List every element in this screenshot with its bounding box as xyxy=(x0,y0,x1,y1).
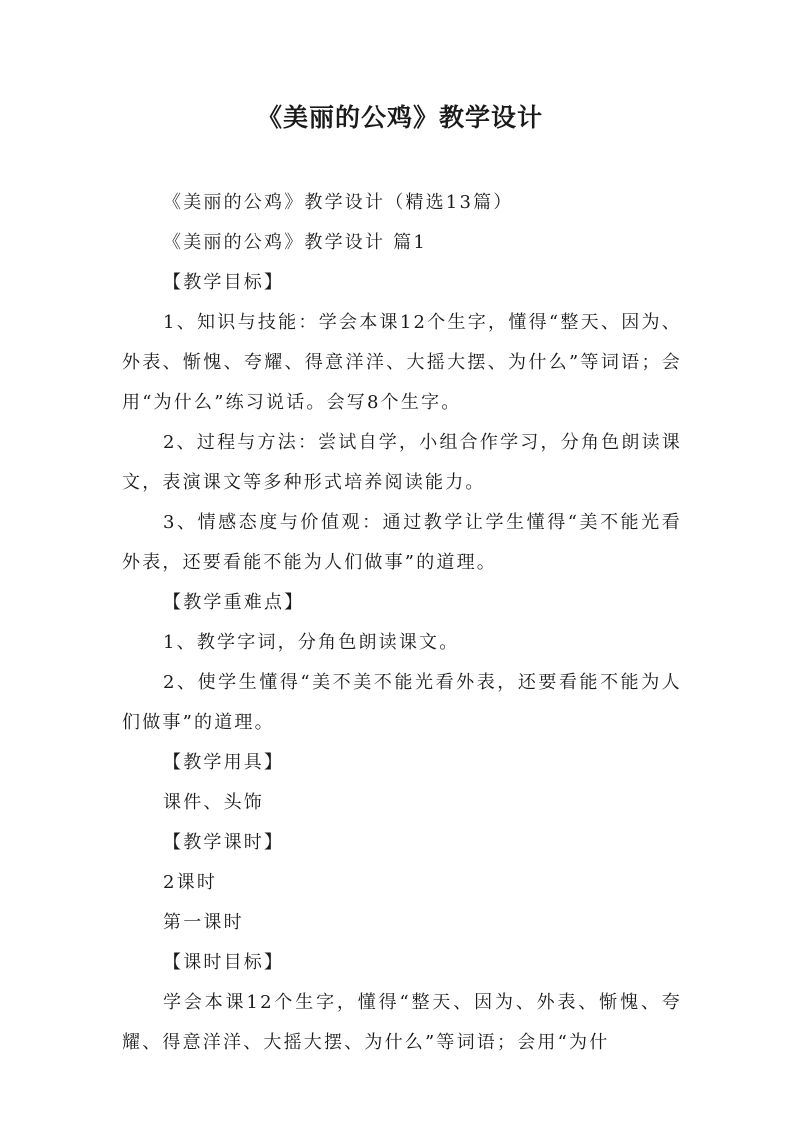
heading-class-hours: 【教学课时】 xyxy=(163,832,285,853)
heading-teaching-tools: 【教学用具】 xyxy=(163,752,285,773)
paragraph-objective-1: 1、知识与技能：学会本课12个生字，懂得“整天、因为、外表、惭愧、夸耀、得意洋洋、大摇大摆、为什么”等词语；会用“为什么”练习说话。会写8个生字。 xyxy=(122,312,682,413)
paragraph-tools: 课件、头饰 xyxy=(163,792,264,813)
paragraph-section-heading: 《美丽的公鸡》教学设计 篇1 xyxy=(163,232,427,253)
heading-teaching-objectives: 【教学目标】 xyxy=(163,272,285,293)
paragraph-difficulty-2: 2、使学生懂得“美不美不能光看外表，还要看能不能为人们做事”的道理。 xyxy=(122,672,682,733)
heading-key-difficulties: 【教学重难点】 xyxy=(163,592,305,613)
paragraph-difficulty-1: 1、教学字词，分角色朗读课文。 xyxy=(163,632,460,653)
document-title: 《美丽的公鸡》教学设计 xyxy=(256,103,543,132)
paragraph-objective-2: 2、过程与方法：尝试自学，小组合作学习，分角色朗读课文，表演课文等多种形式培养阅读能力。 xyxy=(122,432,682,493)
heading-lesson-objectives: 【课时目标】 xyxy=(163,952,285,973)
document-body xyxy=(122,183,682,1063)
paragraph-objective-3: 3、情感态度与价值观：通过教学让学生懂得“美不能光看外表，还要看能不能为人们做事”的道理。 xyxy=(122,512,682,573)
paragraph-lesson-objectives: 学会本课12个生字，懂得“整天、因为、外表、惭愧、夸耀、得意洋洋、大摇大摆、为什么”等词语；会用“为什 xyxy=(122,992,682,1053)
paragraph-class-hours: 2课时 xyxy=(163,872,218,893)
paragraph-first-lesson: 第一课时 xyxy=(163,912,244,933)
paragraph-subtitle: 《美丽的公鸡》教学设计（精选13篇） xyxy=(163,192,514,213)
